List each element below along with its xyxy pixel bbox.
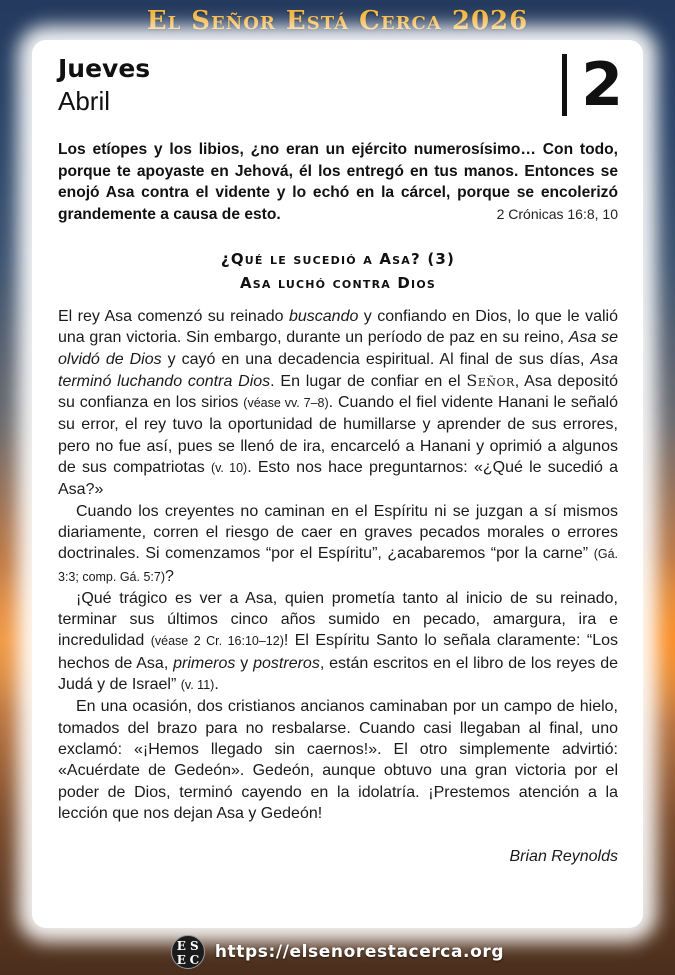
emphasis: Asa se olvidó de Dios — [58, 329, 618, 368]
text-run: El rey Asa comenzó su reinado — [58, 308, 289, 325]
cross-reference: (v. 10) — [210, 461, 248, 476]
verse-reference: 2 Crónicas 16:8, 10 — [496, 205, 618, 222]
text-run: Cuando los creyentes no caminan en el Espíritu ni se juzgan a sí mismos diariamente, corren el riesgo de caer en graves pecados morales o errores doctrinales. Si comenzamos “por el Espíritu”, ¿acabaremos “por la carne” — [58, 502, 618, 563]
text-run: , están escritos en el libro de los reyes de Judá y de Israel” — [58, 654, 619, 694]
esec-logo-icon — [171, 935, 205, 969]
weekday: Jueves — [58, 54, 151, 83]
footer — [0, 934, 675, 970]
publication-title: El Señor Está Cerca 2026 — [146, 6, 529, 36]
verse-text: Los etíopes y los libios, ¿no eran un ejército numerosísimo… Con todo, porque te apoyaste en Jehová, él los entregó en tus manos. Entonces se enojó Asa contra el vidente y lo echó en la cárcel, porque se encolerizó grandemente a causa de esto. — [58, 141, 618, 223]
text-run: y — [235, 654, 254, 672]
emphasis: Asa terminó luchando contra Dios — [58, 350, 619, 390]
emphasis: buscando — [288, 308, 359, 325]
text-run: , Asa depositó su confianza en los sirios — [58, 372, 619, 412]
website-link[interactable]: https://elsenorestacerca.org — [214, 942, 505, 962]
day-separator-bar — [562, 54, 567, 116]
logo-letter: E — [176, 953, 186, 967]
lord-smallcaps: Señor — [466, 370, 515, 390]
cross-reference: (véase 2 Cr. 16:10–12) — [150, 634, 284, 649]
day-number — [562, 50, 623, 120]
paragraph-2 — [58, 501, 618, 588]
day-number-value: 2 — [581, 50, 623, 120]
text-run: ¡Qué trágico es ver a Asa, quien prometía tanto al inicio de su reinado, terminar sus últimos cinco años sumido en pecado, amargura, ira e incredulidad — [58, 589, 618, 650]
devotional-body — [58, 306, 618, 824]
cross-reference: (Gá. 3:3; comp. Gá. 5:7) — [58, 547, 618, 584]
text-run: ? — [165, 567, 174, 585]
topic-title: ¿Qué le sucedió a Asa? (3) — [220, 250, 456, 268]
cross-reference: (véase vv. 7–8) — [243, 396, 329, 411]
text-run: y confiando en Dios, lo que le valió una gran victoria. Sin embargo, durante un período de paz en su reino, — [58, 308, 618, 347]
logo-letter: C — [189, 953, 200, 967]
text-run: . — [214, 676, 219, 694]
author-signature: Brian Reynolds — [509, 848, 618, 865]
cross-reference: (v. 11) — [180, 678, 215, 693]
topic-subtitle: Asa luchó contra Dios — [239, 274, 437, 292]
scripture-verse — [58, 139, 618, 225]
paragraph-1 — [58, 306, 618, 501]
emphasis: postreros — [253, 654, 320, 672]
text-run: . En lugar de confiar en el — [270, 372, 467, 390]
text-run: . Cuando el fiel vidente Hanani le señaló su error, el rey tuvo la oportunidad de humillarse y aprender de sus errores, pero no fue así, pues se llenó de ira, encarceló a Hanani y oprimió a algunos de sus compatriotas — [58, 394, 619, 477]
text-run: ! El Espíritu Santo lo señala claramente: “Los hechos de Asa, — [58, 632, 618, 672]
text-run: . Esto nos hace preguntarnos: «¿Qué le sucedió a Asa?» — [58, 459, 619, 499]
logo-letter: S — [190, 939, 199, 953]
logo-letter: E — [176, 939, 186, 953]
paragraph-3 — [58, 588, 618, 696]
paragraph-4: En una ocasión, dos cristianos ancianos caminaban por un campo de hielo, tomados del brazo para no resbalarse. Cuando casi llegaban al final, uno exclamó: «¡Hemos llegado sin caernos!». El otro simplemente advirtió: «Acuérdate de Gedeón». Gedeón, aunque obtuvo una gran victoria por el poder de Dios, terminó cayendo en la idolatría. ¡Prestemos atención a la lección que nos dejan Asa y Gedeón! — [58, 698, 618, 822]
emphasis: primeros — [173, 654, 236, 672]
month: Abril — [58, 86, 111, 116]
text-run: y cayó en una decadencia espiritual. Al final de sus días, — [161, 350, 591, 368]
